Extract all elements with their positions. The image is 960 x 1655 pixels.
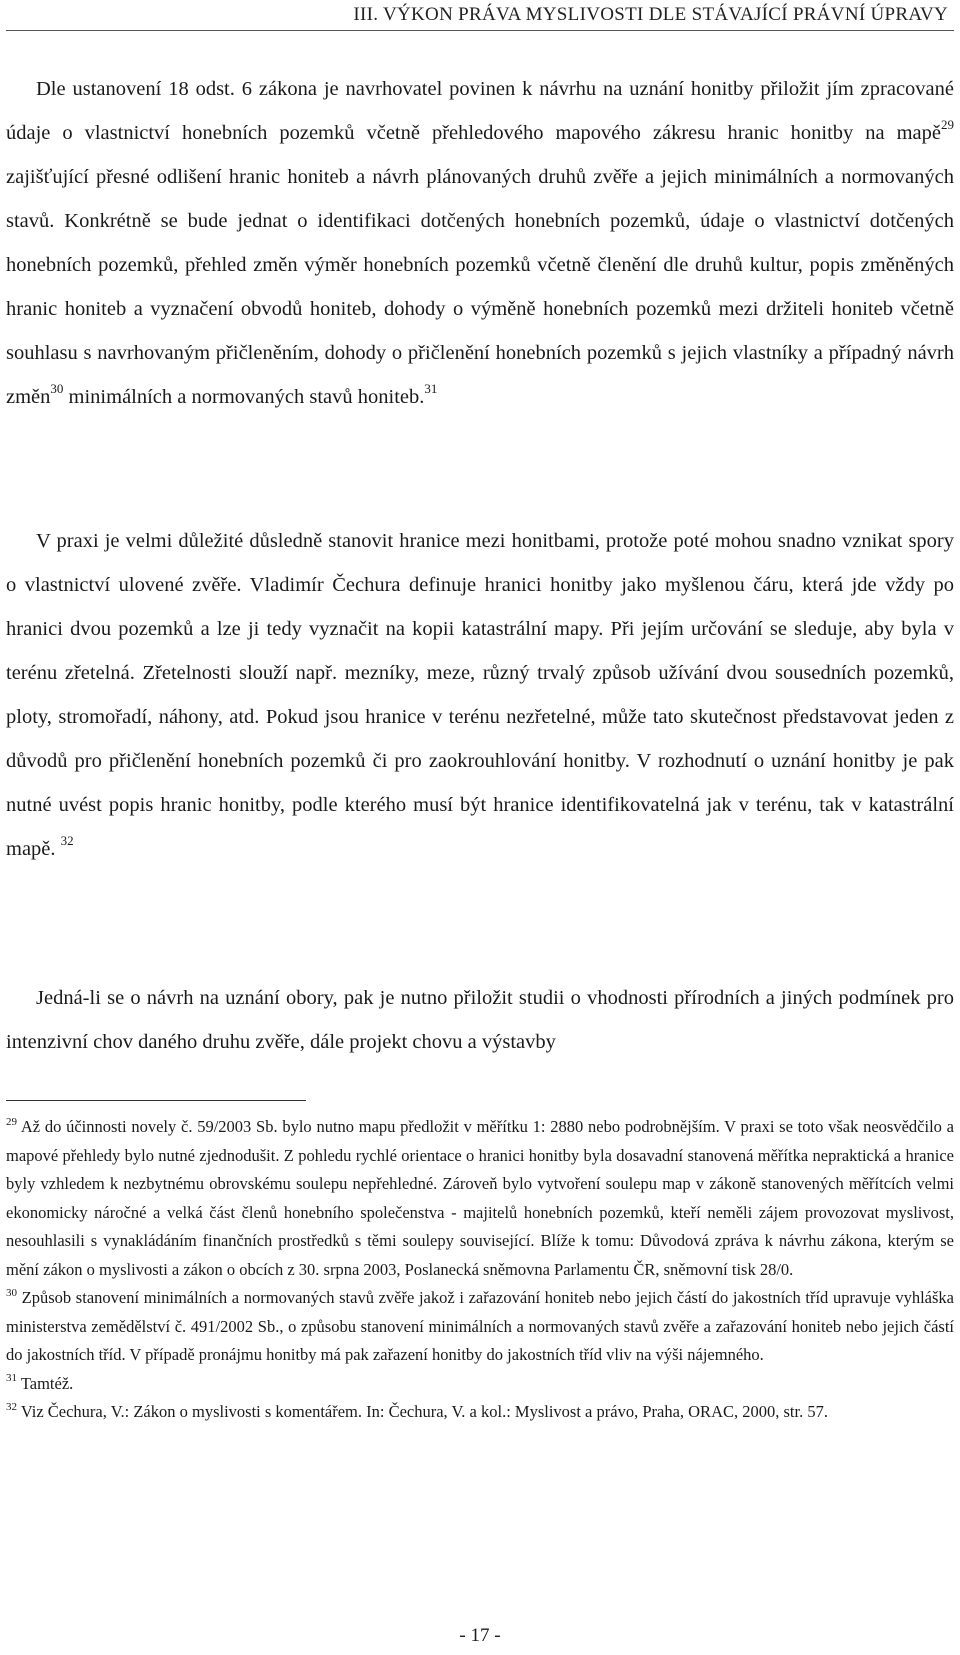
footnote-ref-29[interactable]: 29 <box>941 117 954 133</box>
paragraph-1-text-c: minimálních a normovaných stavů honiteb. <box>63 386 425 408</box>
footnote-number: 30 <box>6 1286 17 1299</box>
running-header: III. VÝKON PRÁVA MYSLIVOSTI DLE STÁVAJÍCÍ PRÁVNÍ ÚPRAVY <box>353 4 948 25</box>
footnote-ref-31[interactable]: 31 <box>424 381 438 397</box>
footnote-30 <box>6 1284 954 1370</box>
footnote-ref-30[interactable]: 30 <box>50 381 64 397</box>
header-rule <box>6 30 954 31</box>
footnote-ref-32[interactable]: 32 <box>60 833 74 849</box>
paragraph-1 <box>6 67 954 419</box>
paragraph-2-text: V praxi je velmi důležité důsledně stanovit hranice mezi honitbami, protože poté mohou snadno vznikat spory o vlastnictví ulovené zvěře. Vladimír Čechura definuje hranici honitby jako myšlenou čáru, která jde vždy po hranici dvou pozemků a lze ji tedy vyznačit na kopii katastrální mapy. Při jejím určování se sleduje, aby byla v terénu zřetelná. Zřetelnosti slouží např. mezníky, meze, různý trvalý způsob užívání dvou sousedních pozemků, ploty, stromořadí, náhony, atd. Pokud jsou hranice v terénu nezřetelné, může tato skutečnost představovat jeden z důvodů pro přičlenění honebních pozemků či pro zaokrouhlování honitby. V rozhodnutí o uznání honitby je pak nutné uvést popis hranic honitby, podle kterého musí být hranice identifikovatelná jak v terénu, tak v katastrální mapě. <box>6 530 954 860</box>
footnote-text: Až do účinnosti novely č. 59/2003 Sb. bylo nutno mapu předložit v měřítku 1: 2880 nebo podrobnějším. V praxi se toto však neosvědčilo a mapové přehledy bylo nutné zjednodušit. Z pohledu rychlé orientace o hranici honitby byla dosavadní stanovená měřítka nepraktická a hranice byly vzhledem k nezbytnému obrovskému soulepu nepřehledné. Zároveň bylo vytvoření soulepu map v zákoně stanovených měřítcích velmi ekonomicky náročné a velká část členů honebního společenstva - majitelů honebních pozemků, kteří neměli zájem provozovat myslivost, nesouhlasili s vynakládáním finančních prostředků s těmi soulepy související. Blíže k tomu: Důvodová zpráva k návrhu zákona, kterým se mění zákon o myslivosti a zákon o obcích z 30. srpna 2003, Poslanecká sněmovna Parlamentu ČR, sněmovní tisk 28/0. <box>6 1117 954 1279</box>
page-number: - 17 - <box>459 1625 501 1646</box>
footnote-text: Způsob stanovení minimálních a normovaných stavů zvěře jakož i zařazování honiteb nebo jejich částí do jakostních tříd upravuje vyhláška ministerstva zemědělství č. 491/2002 Sb., o způsobu stanovení minimálních a normovaných stavů zvěře a zařazování honiteb nebo jejich částí do jakostních tříd. V případě pronájmu honitby má pak zařazení honitby do jakostních tříd vliv na výši nájemného. <box>6 1288 954 1364</box>
footnote-32 <box>6 1398 954 1427</box>
footnote-number: 29 <box>6 1115 17 1128</box>
footnote-29 <box>6 1113 954 1284</box>
paragraph-2 <box>6 519 954 871</box>
footnote-separator <box>6 1100 306 1101</box>
paragraph-3 <box>6 976 954 1064</box>
paragraph-1-text-a: Dle ustanovení 18 odst. 6 zákona je navrhovatel povinen k návrhu na uznání honitby přiložit jím zpracované údaje o vlastnictví honebních pozemků včetně přehledového mapového zákresu hranic honitby na mapě <box>6 78 954 144</box>
paragraph-3-text: Jedná-li se o návrh na uznání obory, pak je nutno přiložit studii o vhodnosti přírodních a jiných podmínek pro intenzivní chov daného druhu zvěře, dále projekt chovu a výstavby <box>6 987 954 1053</box>
footnote-number: 31 <box>6 1372 17 1384</box>
footnote-text: Tamtéž. <box>17 1373 74 1393</box>
paragraph-1-text-b: zajišťující přesné odlišení hranic honiteb a návrh plánovaných druhů zvěře a jejich minimálních a normovaných stavů. Konkrétně se bude jednat o identifikaci dotčených honebních pozemků, údaje o vlastnictví dotčených honebních pozemků, přehled změn výměr honebních pozemků včetně členění dle druhů kultur, popis změněných hranic honiteb a vyznačení obvodů honiteb, dohody o výměně honebních pozemků mezi držiteli honiteb včetně souhlasu s navrhovaným přičleněním, dohody o přičlenění honebních pozemků s jejich vlastníky a případný návrh změn <box>6 166 954 408</box>
footnotes <box>6 1113 954 1427</box>
footnote-31 <box>6 1370 954 1399</box>
footnote-number: 32 <box>6 1400 17 1413</box>
footnote-text: Viz Čechura, V.: Zákon o myslivosti s komentářem. In: Čechura, V. a kol.: Myslivost a právo, Praha, ORAC, 2000, str. 57. <box>17 1402 828 1421</box>
